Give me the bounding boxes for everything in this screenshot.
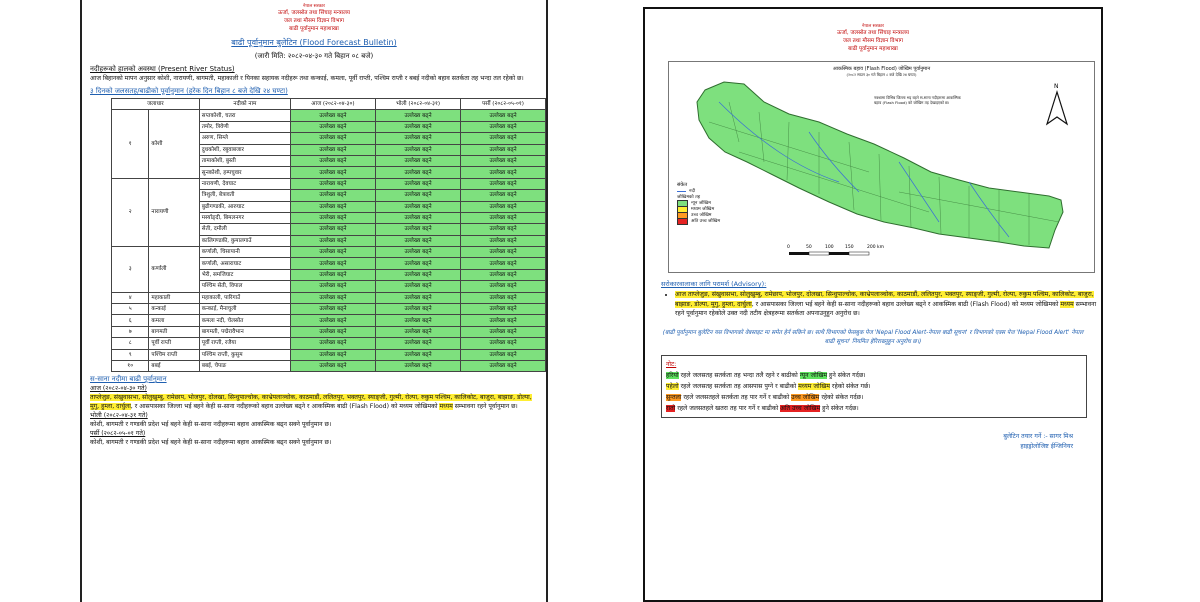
forecast-today: उल्लेख्य बढ्ने — [290, 155, 375, 166]
basin-number: ५ — [112, 304, 149, 315]
issued-date: (जारी मिति: २०८२-०४-३० गते बिहान ०८ बजे) — [254, 52, 374, 60]
basin-number: १ — [112, 110, 149, 178]
forecast-today: उल्लेख्य बढ्ने — [290, 326, 375, 337]
basin-name: कोशी — [149, 110, 199, 178]
map-legend — [677, 182, 767, 224]
bulletin-page-2 — [643, 7, 1103, 602]
basin-number: ३ — [112, 247, 149, 293]
forecast-dayafter: उल्लेख्य बढ्ने — [461, 190, 546, 201]
basin-number: ८ — [112, 338, 149, 349]
river-status-text: आज बिहानको मापन अनुसार कोशी, नारायणी, बागमती, महाकाली र यिनका सहायक नदीहरू तथा कन्काई, कमला, पूर्वी राप्ती, पश्चिम राप्ती र बबई नदीको बहाव सतर्कता तह भन्दा तल रहेको छ। — [90, 75, 524, 82]
river-name: नारायणी, देवघाट — [199, 178, 290, 189]
note-pre: रहले जलसतह सतर्कता तह भन्दा तलै रहने र बाढीको — [678, 371, 800, 379]
legend-label: उच्च जोखिम — [691, 213, 712, 218]
river-name: दुधकोशी, रबुवाबजार — [199, 144, 290, 155]
today-forecast — [82, 393, 546, 411]
basin-name: कर्णाली — [149, 247, 199, 293]
forecast-today: उल्लेख्य बढ्ने — [290, 144, 375, 155]
river-name: पूर्वी राप्ती, रजैया — [199, 338, 290, 349]
note-post: हुने संकेत गर्दछ। — [820, 404, 859, 412]
forecast-today: उल्लेख्य बढ्ने — [290, 133, 375, 144]
river-name: भेरी, समजिघाट — [199, 269, 290, 280]
forecast-today: उल्लेख्य बढ्ने — [290, 360, 375, 371]
table-row — [112, 315, 546, 326]
note-word: सुन्तला — [666, 393, 682, 401]
forecast-tomorrow: उल्लेख्य बढ्ने — [375, 178, 460, 189]
note-pre: रहले जलसतहले सतर्कता तह पार गर्ने र बाढीको — [681, 393, 792, 401]
org-line: नेपाल सरकार — [302, 4, 326, 9]
note-line — [666, 381, 1082, 392]
advisory-tail-2: सम्भावना रहने पूर्वानुमान रहेकोले उक्त नदी तटीय क्षेत्रहरूमा सतर्कता अपनाउनुहुन अनुरोध छ। — [675, 300, 1097, 318]
legend-label: मध्यम जोखिम — [691, 207, 715, 212]
table-header-row — [112, 99, 546, 110]
note-word: पहेलो — [666, 382, 679, 390]
river-name: बुढीगण्डकी, आरुघाट — [199, 201, 290, 212]
dayafter-text: कोशी, बागमती र गण्डकी प्रदेश भई बहने केही स-साना नदीहरूमा बहाव आकस्मिक बढ्न सक्ने पूर्वानुमान छ। — [90, 439, 332, 447]
basin-name: नारायणी — [149, 178, 199, 246]
division-name: बाढी पूर्वानुमान महाशाखा — [289, 26, 339, 32]
forecast-dayafter: उल्लेख्य बढ्ने — [461, 144, 546, 155]
forecast-tomorrow: उल्लेख्य बढ्ने — [375, 110, 460, 121]
legend-swatch — [677, 218, 688, 225]
legend-title: संकेत — [677, 182, 688, 188]
basin-name: कन्काई — [149, 304, 199, 315]
forecast-today: उल्लेख्य बढ्ने — [290, 201, 375, 212]
forecast-today: उल्लेख्य बढ्ने — [290, 338, 375, 349]
forecast-today: उल्लेख्य बढ्ने — [290, 258, 375, 269]
scale-label: 0 — [787, 245, 790, 250]
table-row — [112, 349, 546, 360]
scale-segment — [809, 252, 829, 255]
river-name: बागमती, पद्मेरावैभान — [199, 326, 290, 337]
advisory-item — [675, 290, 1101, 319]
river-name: तमोर, त्रिवेणी — [199, 121, 290, 132]
note-word: रातो — [666, 404, 676, 412]
legend-risk-title: जोखिमको तह — [677, 195, 701, 200]
note-pre: रहले जलसतह सतर्कता तह आसपास पुग्ने र बाढीको — [678, 382, 799, 390]
forecast-dayafter: उल्लेख्य बढ्ने — [461, 167, 546, 178]
river-name: सेती, दमौली — [199, 224, 290, 235]
forecast-dayafter: उल्लेख्य बढ्ने — [461, 269, 546, 280]
forecast-dayafter: उल्लेख्य बढ्ने — [461, 110, 546, 121]
today-label: आज (२०८२-०४-३० गते) — [90, 385, 147, 393]
today-tail-2: सम्भावना रहने पूर्वानुमान छ। — [452, 403, 518, 411]
scale-label: 200 km — [867, 245, 885, 250]
ministry-name: ऊर्जा, जलस्रोत तथा सिंचाइ मन्त्रालय — [278, 10, 350, 16]
forecast-tomorrow: उल्लेख्य बढ्ने — [375, 326, 460, 337]
forecast-today: उल्लेख्य बढ्ने — [290, 269, 375, 280]
org-line-2: नेपाल सरकार — [861, 24, 885, 29]
note-risk: न्यून जोखिम — [799, 371, 828, 379]
forecast-tomorrow: उल्लेख्य बढ्ने — [375, 281, 460, 292]
nepal-map-svg — [669, 62, 1094, 272]
forecast-tomorrow: उल्लेख्य बढ्ने — [375, 292, 460, 303]
river-name: कन्काई, मैनाचुली — [199, 304, 290, 315]
forecast-dayafter: उल्लेख्य बढ्ने — [461, 292, 546, 303]
basin-name: पश्चिम राप्ती — [149, 349, 199, 360]
note-word: हरियो — [666, 371, 679, 379]
river-name: अरुण, सिम्ले — [199, 133, 290, 144]
note-risk: अति उच्च जोखिम — [780, 404, 821, 412]
scale-bar — [787, 244, 884, 255]
forecast-today: उल्लेख्य बढ्ने — [290, 121, 375, 132]
tomorrow-label: भोली (२०८२-०४-३१ गते) — [90, 412, 148, 420]
legend-label: अति उच्च जोखिम — [691, 219, 721, 224]
legend-river-label: नदी — [689, 189, 696, 194]
map-title: आकस्मिक बहाव (Flash Flood) जोखिम पूर्वानुमान — [832, 66, 931, 72]
advisory-risk-medium: मध्यम — [1060, 300, 1074, 308]
river-name: सुनकोशी, हम्पचुवार — [199, 167, 290, 178]
forecast-dayafter: उल्लेख्य बढ्ने — [461, 121, 546, 132]
basin-name: कमला — [149, 315, 199, 326]
forecast-today: उल्लेख्य बढ्ने — [290, 110, 375, 121]
table-row — [112, 110, 546, 121]
forecast-tomorrow: उल्लेख्य बढ्ने — [375, 201, 460, 212]
scale-label: 150 — [845, 245, 854, 250]
legend-items — [677, 200, 767, 224]
forecast-dayafter: उल्लेख्य बढ्ने — [461, 155, 546, 166]
basin-name: बागमती — [149, 326, 199, 337]
river-status-title: नदीहरूको हालको अवस्था (Present River Status) — [90, 65, 235, 73]
forecast-today: उल्लेख्य बढ्ने — [290, 178, 375, 189]
website-note: (बाढी पूर्वानुमान बुलेटिन यस विभागको वेबसाइट मा समेत हेर्न सकिने छ। साथै विभागको फेसबुक पेज 'Nepal Flood Alert-नेपाल बाढी सूचना' र विभागको एक्स पेज 'Nepal Flood Alert' नेपाल बाढी सूचना' नियमित हेरिराख्नुहुन अनुरोध छ।) — [662, 329, 1084, 345]
department-name-2: जल तथा मौसम विज्ञान विभाग — [843, 38, 903, 44]
forecast-dayafter: उल्लेख्य बढ्ने — [461, 258, 546, 269]
note-post: हुने संकेत गर्दछ। — [827, 371, 866, 379]
river-name: त्रिशुली, बेत्रावती — [199, 190, 290, 201]
note-line — [666, 403, 1082, 414]
river-name: कर्णाली, चिसापानी — [199, 247, 290, 258]
note-line — [666, 370, 1082, 381]
forecast-dayafter: उल्लेख्य बढ्ने — [461, 201, 546, 212]
river-name: महाकाली, पारिगाउँ — [199, 292, 290, 303]
bulletin-page-1 — [80, 0, 548, 602]
prepared-by: बुलेटिन तयार गर्ने :- सागर मिश्र — [1003, 432, 1073, 440]
legend-label: न्यून जोखिम — [691, 201, 711, 206]
basin-number: ७ — [112, 326, 149, 337]
ministry-name-2: ऊर्जा, जलस्रोत तथा सिंचाइ मन्त्रालय — [837, 30, 909, 36]
note-line — [666, 392, 1082, 403]
flash-flood-map — [668, 61, 1095, 273]
header-river: नदीको नाम — [199, 99, 290, 110]
dayafter-label: पर्सी (२०८२-०५-०१ गते) — [90, 430, 146, 438]
forecast-today: उल्लेख्य बढ्ने — [290, 247, 375, 258]
basin-name: महाकाली — [149, 292, 199, 303]
forecast-tomorrow: उल्लेख्य बढ्ने — [375, 349, 460, 360]
river-name: मर्स्याङ्दी, बिमलनगर — [199, 212, 290, 223]
forecast-tomorrow: उल्लेख्य बढ्ने — [375, 212, 460, 223]
note-pre: रहले जलसतहले खतरा तह पार गर्ने र बाढीको — [675, 404, 781, 412]
forecast-tomorrow: उल्लेख्य बढ्ने — [375, 155, 460, 166]
north-arrow — [1047, 83, 1067, 124]
forecast-tomorrow: उल्लेख्य बढ्ने — [375, 338, 460, 349]
forecast-today: उल्लेख्य बढ्ने — [290, 349, 375, 360]
table-row — [112, 292, 546, 303]
river-name: पश्चिम सेती, विपाल — [199, 281, 290, 292]
river-name: कर्णाली, असाराघाट — [199, 258, 290, 269]
advisory-tail-1: , र आसपासका जिल्ला भई बहने केही स-साना नदीहरूको बहाव उल्लेख्य बढ्ने र आकस्मिक बाढी (Flash Flood) को मध्यम जोखिमको — [751, 300, 1061, 308]
header-basin: जलाधार — [112, 99, 200, 110]
forecast-tomorrow: उल्लेख्य बढ्ने — [375, 304, 460, 315]
forecast-dayafter: उल्लेख्य बढ्ने — [461, 281, 546, 292]
header-tomorrow: भोली (२०८२-०४-३१) — [375, 99, 460, 110]
river-line-icon — [677, 191, 686, 192]
river-name: तामाकोशी, बुस्ती — [199, 155, 290, 166]
designation: हाइड्रोलोजिष्ट ईन्जिनियर — [1020, 442, 1073, 450]
tomorrow-text: कोशी, बागमती र गण्डकी प्रदेश भई बहने केही स-साना नदीहरूमा बहाव आकस्मिक बढ्न सक्ने पूर्वानुमान छ। — [90, 421, 332, 429]
forecast-dayafter: उल्लेख्य बढ्ने — [461, 326, 546, 337]
table-row — [112, 338, 546, 349]
river-name: पश्चिम राप्ती, कुसुम — [199, 349, 290, 360]
department-name: जल तथा मौसम विज्ञान विभाग — [284, 18, 344, 24]
river-name: कालिगण्डकी, कुमालगाउँ — [199, 235, 290, 246]
basin-number: ४ — [112, 292, 149, 303]
forecast-tomorrow: उल्लेख्य बढ्ने — [375, 144, 460, 155]
risk-medium: मध्यम — [439, 403, 453, 411]
forecast-today: उल्लेख्य बढ्ने — [290, 167, 375, 178]
note-post: रहेको संकेत गर्दछ। — [819, 393, 864, 401]
forecast-dayafter: उल्लेख्य बढ्ने — [461, 235, 546, 246]
note-post: रहेको संकेत गर्छ। — [829, 382, 871, 390]
table-row — [112, 326, 546, 337]
forecast-tomorrow: उल्लेख्य बढ्ने — [375, 167, 460, 178]
basin-number: ९ — [112, 349, 149, 360]
today-tail-1: , र आसपासका जिल्ला भई बहने केही स-साना नदीहरूको बहाव उल्लेख्य बढ्ने र आकस्मिक बाढी (Flash Flood) को मध्यम जोखिमको — [130, 403, 440, 411]
forecast-dayafter: उल्लेख्य बढ्ने — [461, 224, 546, 235]
forecast-today: उल्लेख्य बढ्ने — [290, 292, 375, 303]
map-note: नक्शामा विभिन्न जिल्ला भइ बहने स-साना नदीहरूमा आकस्मिक बहाव (Flash Flood) को जोखिम तह देखाइएको छ। — [874, 95, 961, 105]
river-name: कमला नदी, चेलसोत — [199, 315, 290, 326]
forecast-dayafter: उल्लेख्य बढ्ने — [461, 338, 546, 349]
forecast-tomorrow: उल्लेख्य बढ्ने — [375, 235, 460, 246]
forecast-dayafter: उल्लेख्य बढ्ने — [461, 360, 546, 371]
forecast-tomorrow: उल्लेख्य बढ्ने — [375, 247, 460, 258]
table-row — [112, 360, 546, 371]
forecast-today: उल्लेख्य बढ्ने — [290, 281, 375, 292]
basin-number: ६ — [112, 315, 149, 326]
river-name: सप्तकोशी, चतरा — [199, 110, 290, 121]
basin-number: २ — [112, 178, 149, 246]
division-name-2: बाढी पूर्वानुमान महाशाखा — [848, 46, 898, 52]
north-arrow-label: N — [1054, 83, 1059, 90]
note-box — [661, 355, 1087, 418]
advisory-title: सरोकारवालाका लागि परामर्श (Advisory): — [661, 280, 767, 288]
forecast-tomorrow: उल्लेख्य बढ्ने — [375, 190, 460, 201]
small-rivers-title: स-साना नदीमा बाढी पूर्वानुमान — [90, 375, 167, 384]
scale-label: 50 — [806, 245, 812, 250]
forecast-today: उल्लेख्य बढ्ने — [290, 315, 375, 326]
forecast-today: उल्लेख्य बढ्ने — [290, 304, 375, 315]
table-row — [112, 247, 546, 258]
forecast-tomorrow: उल्लेख्य बढ्ने — [375, 360, 460, 371]
forecast-dayafter: उल्लेख्य बढ्ने — [461, 304, 546, 315]
table-row — [112, 304, 546, 315]
forecast-table — [111, 98, 546, 372]
forecast-tomorrow: उल्लेख्य बढ्ने — [375, 133, 460, 144]
forecast-tomorrow: उल्लेख्य बढ्ने — [375, 269, 460, 280]
north-arrow-icon — [1047, 92, 1067, 124]
basin-name: पूर्वी राप्ती — [149, 338, 199, 349]
header-today: आज (२०८२-०४-३०) — [290, 99, 375, 110]
forecast-today: उल्लेख्य बढ्ने — [290, 235, 375, 246]
forecast-tomorrow: उल्लेख्य बढ्ने — [375, 315, 460, 326]
bulletin-title: बाढी पूर्वानुमान बुलेटिन (Flood Forecast Bulletin) — [231, 38, 397, 47]
map-subtitle: (२०८२ साउन ३० गते बिहान ८ बजे देखि २४ घण्टा) — [846, 72, 917, 77]
advisory-list — [675, 290, 1101, 319]
forecast-dayafter: उल्लेख्य बढ्ने — [461, 178, 546, 189]
forecast-dayafter: उल्लेख्य बढ्ने — [461, 349, 546, 360]
forecast-today: उल्लेख्य बढ्ने — [290, 190, 375, 201]
today-districts: ताप्लेजुङ, संखुवासभा, सोलुखुम्बु, रामेछाप, भोजपुर, दोलखा, सिन्धुपाल्चोक, काभ्रेपलाञ्चोक, काठमाडौं, ललितपुर, भक्तपुर, स्याङ्जी, गुल्मी, रोल्पा, रुकुम पश्चिम, कालिकोट, बाजुरा, बाझाङ, डोल्पा, मुगु, हुम्ला, दार्चुला — [90, 394, 532, 411]
scale-segment — [849, 252, 869, 255]
note-risk: मध्यम जोखिम — [798, 382, 830, 390]
river-name: बबई, चेपाङ — [199, 360, 290, 371]
forecast-tomorrow: उल्लेख्य बढ्ने — [375, 121, 460, 132]
advisory-districts: आज ताप्लेजुङ, संखुवासभा, सोलुखुम्बु, रामेछाप, भोजपुर, दोलखा, सिन्धुपाल्चोक, काभ्रेपलाञ्चोक, काठमाडौं, ललितपुर, भक्तपुर, स्याङ्जी, गुल्मी, रोल्पा, रुकुम पश्चिम, कालिकोट, बाजुरा, बाझाङ, डोल्पा, मुगु, हुम्ला, दार्चुला — [675, 291, 1094, 308]
forecast-dayafter: उल्लेख्य बढ्ने — [461, 133, 546, 144]
scale-label: 100 — [825, 245, 834, 250]
forecast-dayafter: उल्लेख्य बढ्ने — [461, 212, 546, 223]
note-title: नोट: — [666, 360, 677, 368]
forecast-dayafter: उल्लेख्य बढ्ने — [461, 315, 546, 326]
table-row — [112, 178, 546, 189]
basin-name: बबई — [149, 360, 199, 371]
forecast-today: उल्लेख्य बढ्ने — [290, 224, 375, 235]
scale-segment — [829, 252, 849, 255]
signature-block — [645, 432, 1101, 452]
forecast-tomorrow: उल्लेख्य बढ्ने — [375, 224, 460, 235]
forecast-title: ३ दिनको जलसतह/बाढीको पूर्वानुमान (हरेक दिन बिहान ८ बजे देखि २४ घण्टा) — [90, 87, 288, 95]
forecast-dayafter: उल्लेख्य बढ्ने — [461, 247, 546, 258]
note-risk: उच्च जोखिम — [791, 393, 820, 401]
forecast-tomorrow: उल्लेख्य बढ्ने — [375, 258, 460, 269]
basin-number: १० — [112, 360, 149, 371]
forecast-today: उल्लेख्य बढ्ने — [290, 212, 375, 223]
legend-item — [677, 218, 767, 224]
scale-segment — [789, 252, 809, 255]
header-dayafter: पर्सी (२०८२-०५-०१) — [461, 99, 546, 110]
